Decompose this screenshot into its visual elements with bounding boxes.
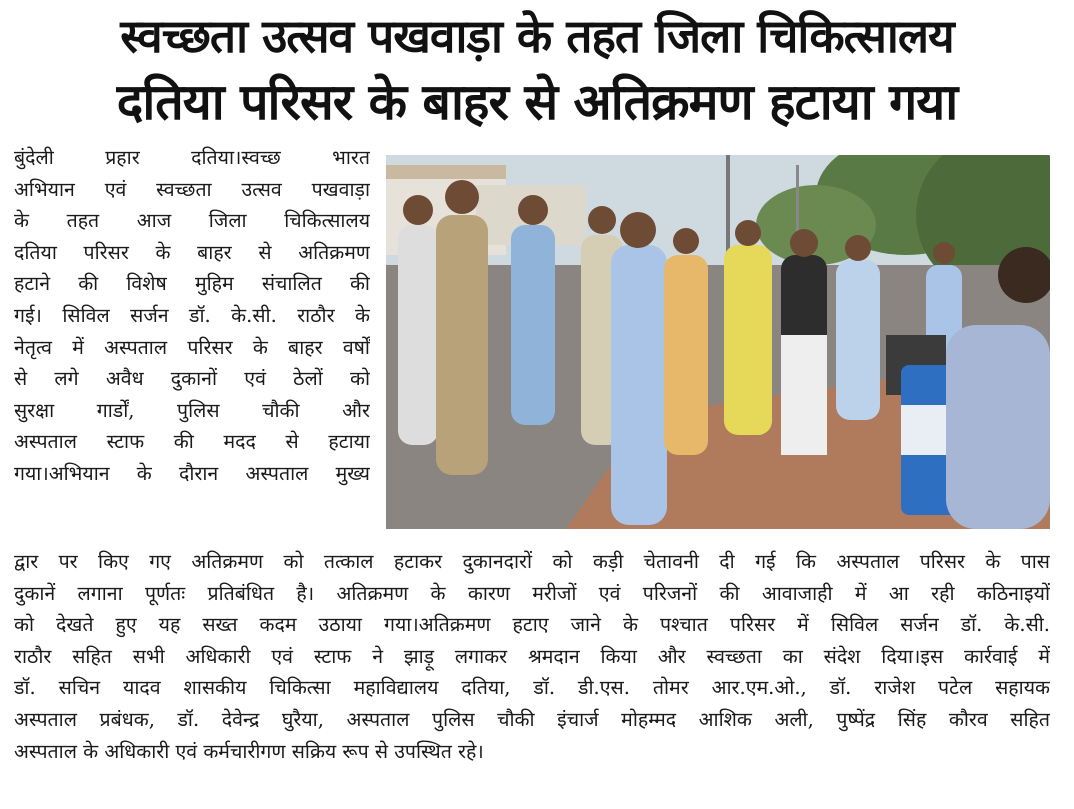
news-photo-icon: [386, 155, 1050, 529]
article-line: अस्पताल प्रबंधक, डॉ. देवेन्द्र घुरैया, अस्पताल पुलिस चौकी इंचार्ज मोहम्मद आशिक अली, पुष्पेंद्र सिंह कौरव सहित: [14, 707, 1050, 731]
article-line: नेतृत्व में अस्पताल परिसर के बाहर वर्षों: [14, 335, 370, 359]
article-line: डॉ. सचिन यादव शासकीय चिकित्सा महाविद्यालय दतिया, डॉ. डी.एस. तोमर आर.एम.ओ., डॉ. राजेश पटेल सहायक: [14, 676, 1050, 700]
article-line: के तहत आज जिला चिकित्सालय: [14, 209, 370, 233]
article-line: द्वार पर किए गए अतिक्रमण को तत्काल हटाकर दुकानदारों को कड़ी चेतावनी दी गई कि अस्पताल परिसर के पास: [14, 550, 1050, 573]
article-line: से लगे अवैध दुकानों एवं ठेलों को: [14, 367, 370, 391]
article-line: गई। सिविल सर्जन डॉ. के.सी. राठौर के: [14, 303, 370, 327]
article-line: दतिया परिसर के बाहर से अतिक्रमण: [14, 240, 370, 264]
article-line: दुकानें लगाना पूर्णतः प्रतिबंधित है। अतिक्रमण के कारण मरीजों एवं परिजनों की आवाजाही में आ रही कठिनाइयों: [14, 581, 1050, 605]
article-line: राठौर सहित सभी अधिकारी एवं स्टाफ ने झाड़ू लगाकर श्रमदान किया और स्वच्छता का संदेश दिया।इस कार्रवाई में: [14, 644, 1050, 668]
news-photo: [386, 155, 1050, 529]
article-line: को देखते हुए यह सख्त कदम उठाया गया।अतिक्रमण हटाए जाने के पश्चात परिसर में सिविल सर्जन डॉ. के.सी.: [14, 613, 1050, 637]
article-line: बुंदेली प्रहार दतिया।स्वच्छ भारत: [14, 146, 370, 169]
headline-line-1: स्वच्छता उत्सव पखवाड़ा के तहत जिला चिकित्सालय: [120, 9, 954, 63]
article-full-width: [14, 546, 1050, 767]
article-line: हटाने की विशेष मुहिम संचालित की: [14, 272, 370, 296]
headline-line-2: दतिया परिसर के बाहर से अतिक्रमण हटाया गया: [116, 73, 958, 131]
article-line: सुरक्षा गार्डों, पुलिस चौकी और: [14, 398, 370, 422]
article-line: अस्पताल स्टाफ की मदद से हटाया: [14, 430, 370, 454]
headline: [0, 4, 1074, 136]
article-left-column: [14, 142, 370, 490]
article-line: गया।अभियान के दौरान अस्पताल मुख्य: [14, 461, 370, 485]
article-line: अभियान एवं स्वच्छता उत्सव पखवाड़ा: [14, 177, 370, 201]
article-line: अस्पताल के अधिकारी एवं कर्मचारीगण सक्रिय रूप से उपस्थित रहे।: [14, 739, 484, 763]
